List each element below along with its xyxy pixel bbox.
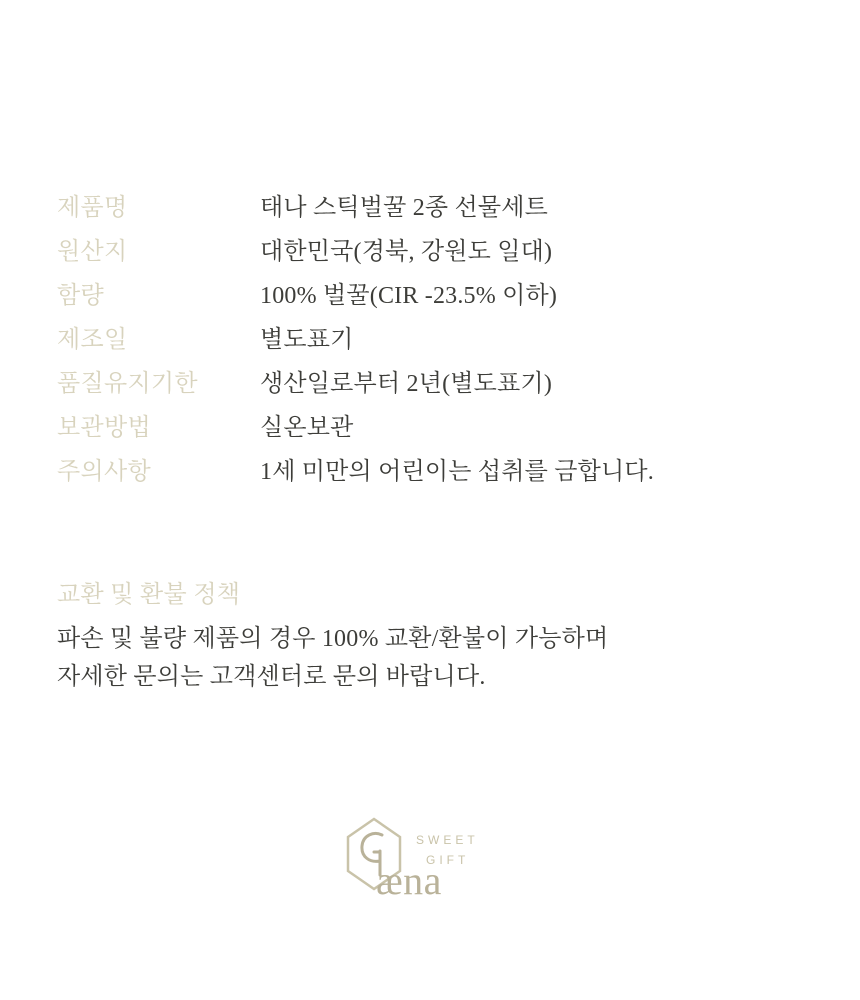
table-row [57,368,797,400]
brand-logo [0,800,860,920]
refund-policy-section [57,578,797,696]
spec-label: 함량 [57,283,104,309]
spec-label: 제조일 [57,327,128,353]
spec-value: 대한민국(경북, 강원도 일대) [260,239,553,265]
table-row [57,456,797,488]
spec-label: 품질유지기한 [57,371,198,397]
spec-label: 원산지 [57,239,128,265]
spec-value: 별도표기 [260,327,354,353]
policy-line-1: 파손 및 불량 제품의 경우 100% 교환/환불이 가능하며 [57,626,609,652]
spec-value: 1세 미만의 어린이는 섭취를 금합니다. [260,459,654,485]
table-row [57,280,797,312]
logo-tagline-bottom: GIFT [426,853,470,867]
product-spec-table [57,192,797,500]
spec-value: 태나 스틱벌꿀 2종 선물세트 [260,195,549,221]
table-row [57,236,797,268]
spec-value: 생산일로부터 2년(별도표기) [260,371,553,397]
spec-label: 제품명 [57,195,128,221]
spec-value: 실온보관 [260,415,354,441]
table-row [57,192,797,224]
logo-tagline-top: SWEET [416,833,479,847]
logo-container [330,805,530,915]
table-row [57,324,797,356]
spec-label: 주의사항 [57,459,151,485]
policy-line-2: 자세한 문의는 고객센터로 문의 바랍니다. [57,664,486,690]
policy-title: 교환 및 환불 정책 [57,582,241,608]
spec-value: 100% 벌꿀(CIR -23.5% 이하) [260,283,558,309]
logo-brand-name: æna [376,858,442,903]
table-row [57,412,797,444]
spec-label: 보관방법 [57,415,151,441]
